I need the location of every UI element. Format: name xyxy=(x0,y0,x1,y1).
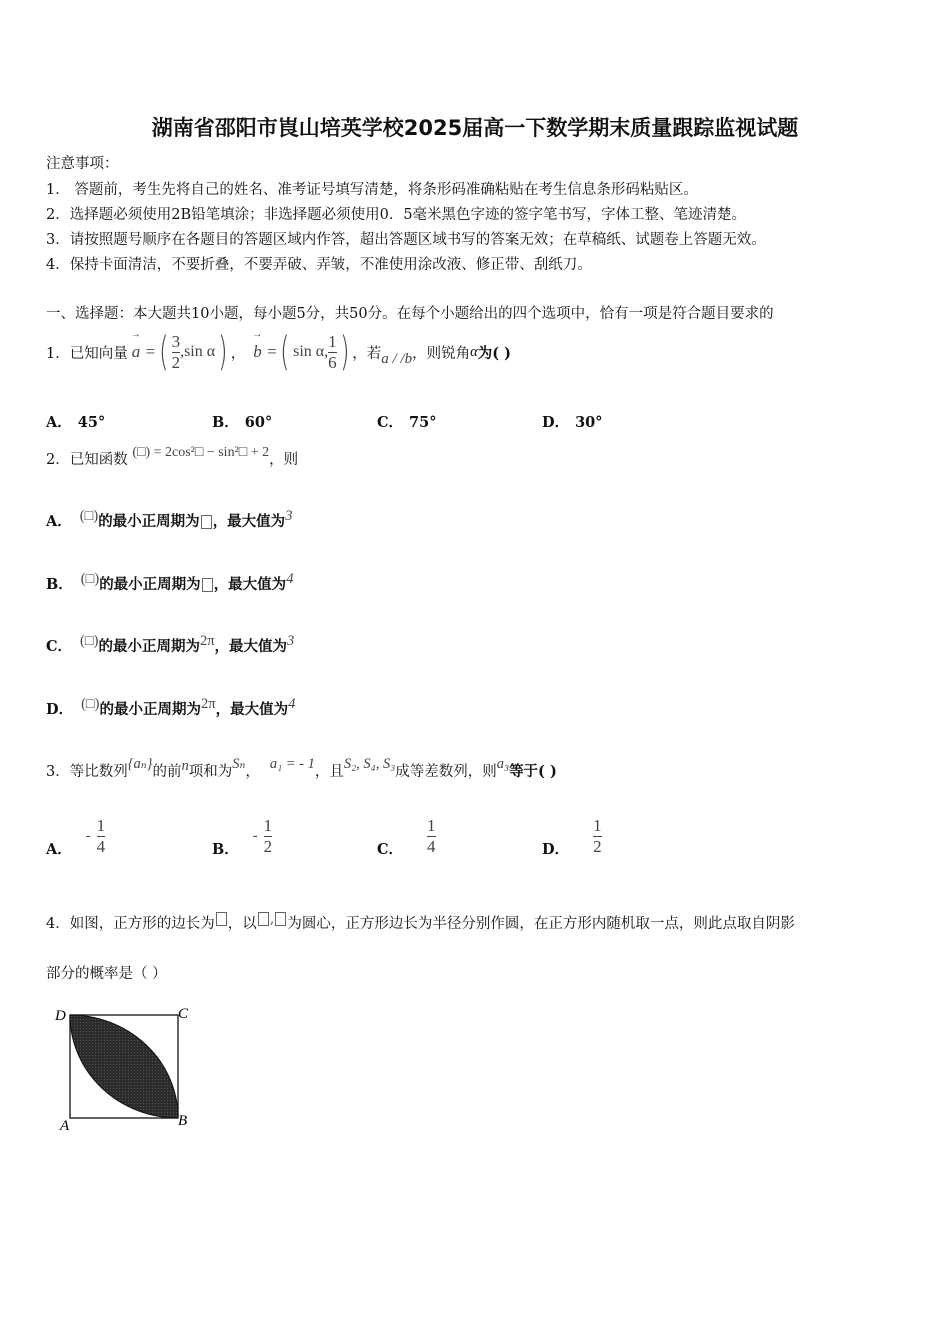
q3-sequence: {aₙ} xyxy=(127,756,153,772)
notice-item-3: 3．请按照题号顺序在各题目的答题区域内作答，超出答题区域书写的答案无效；在草稿纸、试题卷上答题无效。 xyxy=(46,232,766,248)
q1-mid: ，若 xyxy=(352,345,382,362)
vector-a: → a xyxy=(132,342,141,362)
question-2 xyxy=(46,445,299,469)
q3-option-d[interactable]: D． $\frac{1}{2}$ xyxy=(542,816,602,858)
q1-end: 为( ) xyxy=(477,344,512,362)
q1-number: 1． xyxy=(46,345,70,362)
question-4: 4．如图，正方形的边长为 ，以 , 为圆心，正方形边长为半径分别作圆，在正方形内随机取一点，则此点取自阴影 xyxy=(46,911,795,932)
q3-option-a[interactable]: A． - $\frac{1}{4}$ xyxy=(46,816,106,858)
q2-option-b[interactable]: B． (□)的最小正周期为 ，最大值为4 xyxy=(46,571,294,593)
q1-a-fraction: $\frac{3}{2}$ xyxy=(171,331,181,372)
q2-option-c[interactable]: C． (□)的最小正周期为2π，最大值为3 xyxy=(46,633,295,655)
question-1: 1． 已知向量 → a = ( $\frac{3}{2}$ ,sin α ) ， → b = ( sin α, $\frac{1}{6}$ ) ，若 a / /b ，则锐角 α 为( ) xyxy=(46,327,511,377)
q4-figure xyxy=(52,1000,202,1135)
shaded-region xyxy=(70,1015,178,1118)
label-c: C xyxy=(178,1006,189,1022)
q1-condition: a / /b xyxy=(381,350,413,367)
q1-option-b[interactable]: B． 60° xyxy=(212,414,273,431)
q3-number: 3． xyxy=(46,764,70,780)
q3-option-c[interactable]: C． $\frac{1}{4}$ xyxy=(377,816,436,858)
label-d: D xyxy=(55,1008,66,1024)
q1-option-c[interactable]: C． 75° xyxy=(377,414,437,431)
q3-option-b[interactable]: B． - $\frac{1}{2}$ xyxy=(212,816,273,858)
notice-item-2: 2．选择题必须使用2B铅笔填涂；非选择题必须使用0．5毫米黑色字迹的签字笔书写，字体工整、笔迹清楚。 xyxy=(46,207,747,223)
q1-option-a[interactable]: A． 45° xyxy=(46,414,106,431)
q2-option-d[interactable]: D． (□)的最小正周期为2π，最大值为4 xyxy=(46,696,296,718)
q4-number: 4． xyxy=(46,916,70,932)
question-3: 3．等比数列{aₙ}的前n项和为Sₙ， a₁ = - 1，且S₂, S₄, S₃成等差数列，则a₃等于( ) xyxy=(46,756,557,780)
q1-a-rest: ,sin α xyxy=(180,343,216,360)
q2-option-a[interactable]: A． (□)的最小正周期为 ，最大值为3 xyxy=(46,508,293,530)
q1-comma: ， xyxy=(230,345,246,362)
notice-heading: 注意事项： xyxy=(46,156,119,172)
q1-option-d[interactable]: D． 30° xyxy=(542,414,603,431)
question-4-line2: 部分的概率是（ ） xyxy=(46,966,167,982)
q2-number: 2． xyxy=(46,452,70,468)
page-title: 湖南省邵阳市崀山培英学校2025届高一下数学期末质量跟踪监视试题 xyxy=(151,116,799,140)
q1-b-first: sin α, xyxy=(293,343,329,360)
q2-pre: 已知函数 xyxy=(69,452,128,468)
q1-eq: = xyxy=(144,342,156,361)
q1-alpha: α xyxy=(470,343,478,360)
label-a: A xyxy=(60,1118,70,1134)
vector-b: → b xyxy=(253,342,262,362)
q1-b-fraction: $\frac{1}{6}$ xyxy=(328,331,337,372)
section-heading: 一、选择题：本大题共10小题，每小题5分，共50分。在每个小题给出的四个选项中，恰有一项是符合题目要求的 xyxy=(46,306,774,322)
q2-function: (□) = 2cos²□ − sin²□ + 2 xyxy=(132,445,270,460)
label-b: B xyxy=(178,1113,188,1129)
notice-item-4: 4．保持卡面清洁，不要折叠，不要弄破、弄皱，不准使用涂改液、修正带、刮纸刀。 xyxy=(46,257,592,273)
q1-pre: 已知向量 xyxy=(69,345,128,362)
notice-item-1: 1． 答题前，考生先将自己的姓名、准考证号填写清楚，将条形码准确粘贴在考生信息条形码粘贴区。 xyxy=(46,182,698,198)
q2-post: ，则 xyxy=(269,452,299,468)
q1-post: ，则锐角 xyxy=(412,345,471,362)
